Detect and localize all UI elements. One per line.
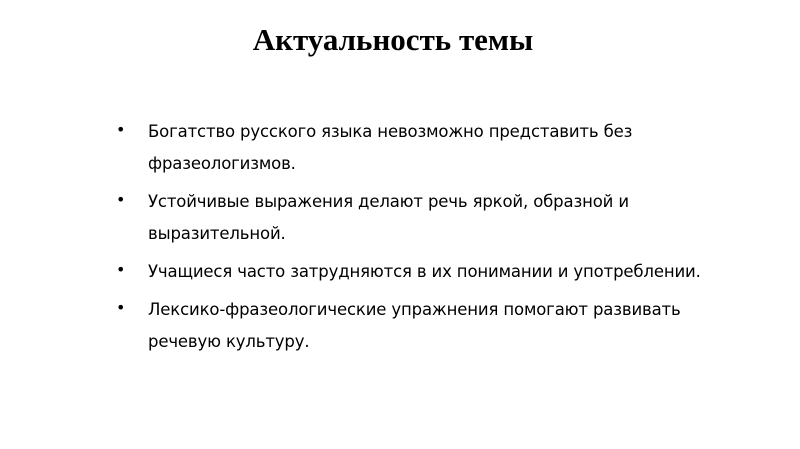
bullet-item-1	[116, 116, 756, 180]
bullet-item-3	[116, 256, 756, 288]
bullet-icon: •	[116, 190, 126, 209]
bullet-text: Богатство русского языка невозможно представить без фразеологизмов.	[148, 122, 633, 173]
bullet-list	[116, 116, 756, 364]
bullet-text: Учащиеся часто затрудняются в их понимании и употреблении.	[148, 262, 701, 281]
bullet-icon: •	[116, 260, 126, 279]
bullet-item-4	[116, 294, 756, 358]
bullet-item-2	[116, 186, 756, 250]
bullet-text: Лексико-фразеологические упражнения помогают развивать речевую культуру.	[148, 300, 681, 351]
bullet-icon: •	[116, 120, 126, 139]
slide-title: Актуальность темы	[252, 22, 534, 57]
bullet-text: Устойчивые выражения делают речь яркой, образной и выразительной.	[148, 192, 629, 243]
bullet-icon: •	[116, 298, 126, 317]
